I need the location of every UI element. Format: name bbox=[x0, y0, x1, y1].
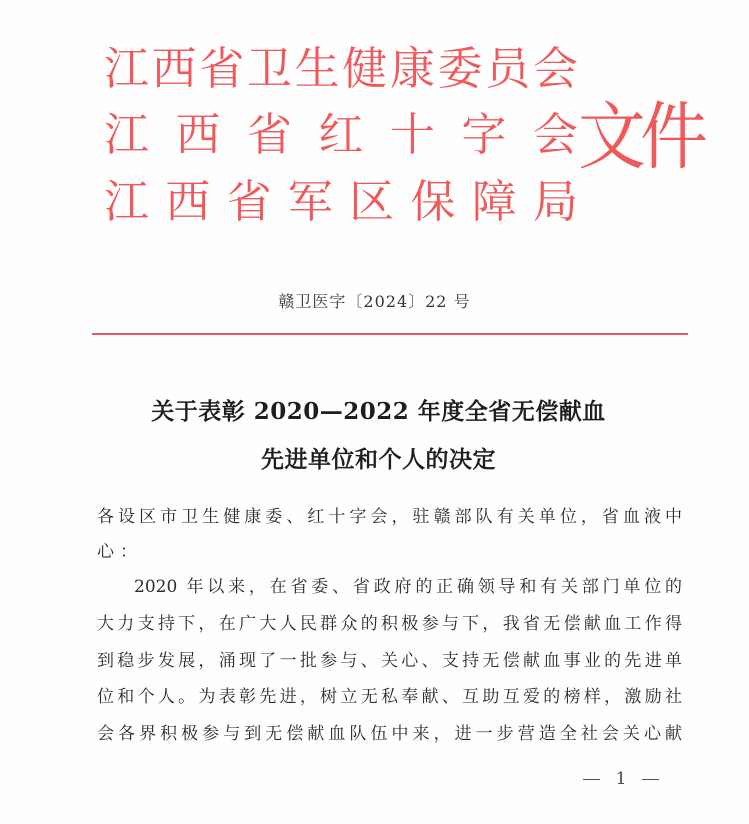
body-line-addressees: 各设区市卫生健康委、红十字会，驻赣部队有关单位，省血液中 bbox=[97, 507, 682, 527]
issuer-military-support-bureau bbox=[104, 177, 578, 227]
issuer-char: 十 bbox=[389, 108, 435, 161]
issuer-red-cross bbox=[104, 110, 578, 160]
body-paragraph-line: 位和个人。为表彰先进，树立无私奉献、互助互爱的榜样，激励社 bbox=[97, 687, 682, 707]
issuer-char: 军 bbox=[287, 175, 333, 228]
issuer-char: 省 bbox=[226, 175, 272, 228]
issuer-char: 委 bbox=[437, 42, 483, 95]
page-number-value: 1 bbox=[615, 769, 627, 789]
issuer-char: 西 bbox=[175, 108, 221, 161]
document-number: 赣卫医字〔2024〕22 号 bbox=[278, 292, 471, 311]
issuer-char: 江 bbox=[104, 175, 150, 228]
body-paragraph-line: 到稳步发展，涌现了一批参与、关心、支持无偿献血事业的先进单 bbox=[97, 651, 682, 671]
issuer-char: 西 bbox=[165, 175, 211, 228]
issuer-char: 字 bbox=[461, 108, 507, 161]
issuer-char: 会 bbox=[532, 42, 578, 95]
issuer-char: 红 bbox=[318, 108, 364, 161]
issuer-char: 西 bbox=[151, 42, 197, 95]
page-number-dash-left bbox=[583, 779, 600, 780]
issuer-char: 局 bbox=[532, 175, 578, 228]
body-line-addressees-cont: 心： bbox=[97, 542, 143, 562]
issuer-char: 区 bbox=[349, 175, 395, 228]
issuer-char: 省 bbox=[199, 42, 245, 95]
page-number-dash-right bbox=[642, 779, 659, 780]
document-title-line-1: 关于表彰 2020—2022 年度全省无偿献血 bbox=[151, 398, 606, 425]
issuer-char: 障 bbox=[471, 175, 517, 228]
body-paragraph-line: 大力支持下，在广大人民群众的积极参与下，我省无偿献血工作得 bbox=[97, 614, 682, 634]
issuer-char: 省 bbox=[246, 108, 292, 161]
issuer-char: 卫 bbox=[246, 42, 292, 95]
issuer-char: 健 bbox=[342, 42, 388, 95]
issuer-char: 员 bbox=[485, 42, 531, 95]
issuer-char: 康 bbox=[389, 42, 435, 95]
red-separator-line bbox=[92, 333, 688, 335]
issuer-char: 生 bbox=[294, 42, 340, 95]
document-type-label: 文件 bbox=[578, 95, 703, 181]
body-paragraph-line: 会各界积极参与到无偿献血队伍中来，进一步营造全社会关心献 bbox=[97, 724, 682, 744]
document-title-line-2: 先进单位和个人的决定 bbox=[261, 446, 496, 473]
issuer-char: 会 bbox=[532, 108, 578, 161]
body-paragraph-line: 2020 年以来，在省委、省政府的正确领导和有关部门单位的 bbox=[134, 577, 682, 597]
issuer-char: 江 bbox=[104, 42, 150, 95]
issuer-health-commission bbox=[104, 44, 578, 94]
page-number bbox=[583, 767, 659, 791]
issuer-char: 江 bbox=[104, 108, 150, 161]
issuer-char: 保 bbox=[410, 175, 456, 228]
